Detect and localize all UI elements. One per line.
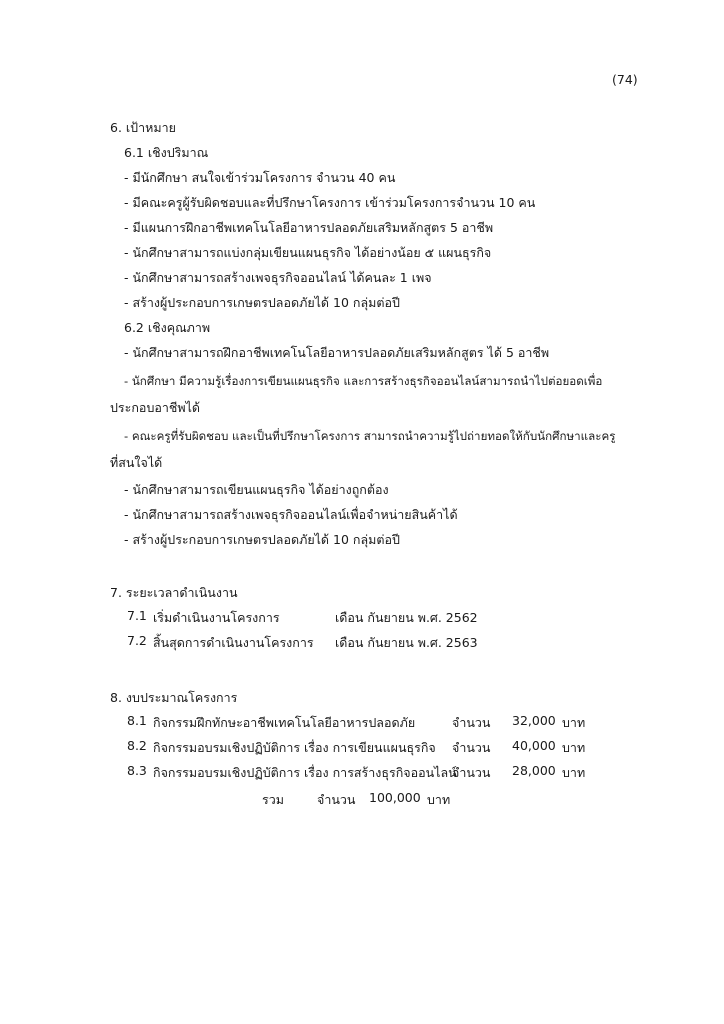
budget-total-qty-label: จำนวน bbox=[317, 792, 356, 807]
quality-item: - คณะครูที่รับผิดชอบ และเป็นที่ปรึกษาโครงการ สามารถนำความรู้ไปถ่ายทอดให้กับนักศึกษาและครู bbox=[124, 429, 616, 443]
schedule-row-label: สิ้นสุดการดำเนินงานโครงการ bbox=[153, 635, 314, 650]
quantity-item: - มีนักศึกษา สนใจเข้าร่วมโครงการ จำนวน 40 คน bbox=[124, 170, 396, 185]
quantity-item: - มีคณะครูผู้รับผิดชอบและที่ปรึกษาโครงการ เข้าร่วมโครงการจำนวน 10 คน bbox=[124, 195, 536, 210]
quality-heading: 6.2 เชิงคุณภาพ bbox=[124, 320, 211, 335]
budget-row-unit: บาท bbox=[562, 765, 586, 780]
schedule-row-number: 7.2 bbox=[127, 633, 147, 648]
budget-row-label: กิจกรรมอบรมเชิงปฏิบัติการ เรื่อง การเขียนแผนธุรกิจ bbox=[153, 740, 436, 755]
budget-total-amount: 100,000 bbox=[369, 790, 421, 805]
budget-row-qty-label: จำนวน bbox=[452, 715, 491, 730]
quantity-item: - นักศึกษาสามารถสร้างเพจธุรกิจออนไลน์ ได้คนละ 1 เพจ bbox=[124, 270, 432, 285]
quality-item: - นักศึกษา มีความรู้เรื่องการเขียนแผนธุรกิจ และการสร้างธุรกิจออนไลน์สามารถนำไปต่อยอดเพื่อ bbox=[124, 374, 603, 388]
quantity-item: - มีแผนการฝึกอาชีพเทคโนโลยีอาหารปลอดภัยเสริมหลักสูตร 5 อาชีพ bbox=[124, 220, 494, 235]
budget-row-unit: บาท bbox=[562, 715, 586, 730]
quality-item-continuation: ที่สนใจได้ bbox=[110, 455, 163, 470]
budget-row-amount: 32,000 bbox=[512, 713, 556, 728]
quality-item: - นักศึกษาสามารถเขียนแผนธุรกิจ ได้อย่างถูกต้อง bbox=[124, 482, 389, 497]
budget-row-amount: 28,000 bbox=[512, 763, 556, 778]
budget-row-label: กิจกรรมอบรมเชิงปฏิบัติการ เรื่อง การสร้างธุรกิจออนไลน์ bbox=[153, 765, 457, 780]
budget-total-label: รวม bbox=[262, 792, 284, 807]
quality-item: - นักศึกษาสามารถสร้างเพจธุรกิจออนไลน์เพื่อจำหน่ายสินค้าได้ bbox=[124, 507, 458, 522]
budget-row-number: 8.2 bbox=[127, 738, 147, 753]
schedule-row-number: 7.1 bbox=[127, 608, 147, 623]
schedule-row-date: เดือน กันยายน พ.ศ. 2563 bbox=[335, 635, 478, 650]
schedule-row-label: เริ่มดำเนินงานโครงการ bbox=[153, 610, 280, 625]
budget-row-unit: บาท bbox=[562, 740, 586, 755]
quality-item: - นักศึกษาสามารถฝึกอาชีพเทคโนโลยีอาหารปลอดภัยเสริมหลักสูตร ได้ 5 อาชีพ bbox=[124, 345, 550, 360]
goals-heading: 6. เป้าหมาย bbox=[110, 120, 176, 135]
quantity-item: - นักศึกษาสามารถแบ่งกลุ่มเขียนแผนธุรกิจ ได้อย่างน้อย ๕ แผนธุรกิจ bbox=[124, 245, 492, 260]
quality-item-continuation: ประกอบอาชีพได้ bbox=[110, 400, 201, 415]
budget-row-amount: 40,000 bbox=[512, 738, 556, 753]
budget-total-unit: บาท bbox=[427, 792, 451, 807]
page-number: (74) bbox=[612, 72, 638, 87]
budget-heading: 8. งบประมาณโครงการ bbox=[110, 690, 238, 705]
budget-row-label: กิจกรรมฝึกทักษะอาชีพเทคโนโลยีอาหารปลอดภัย bbox=[153, 715, 416, 730]
budget-row-qty-label: จำนวน bbox=[452, 765, 491, 780]
budget-row-number: 8.1 bbox=[127, 713, 147, 728]
budget-row-number: 8.3 bbox=[127, 763, 147, 778]
budget-row-qty-label: จำนวน bbox=[452, 740, 491, 755]
quantity-heading: 6.1 เชิงปริมาณ bbox=[124, 145, 209, 160]
schedule-heading: 7. ระยะเวลาดำเนินงาน bbox=[110, 585, 238, 600]
quantity-item: - สร้างผู้ประกอบการเกษตรปลอดภัยได้ 10 กลุ่มต่อปี bbox=[124, 295, 400, 310]
schedule-row-date: เดือน กันยายน พ.ศ. 2562 bbox=[335, 610, 478, 625]
quality-item: - สร้างผู้ประกอบการเกษตรปลอดภัยได้ 10 กลุ่มต่อปี bbox=[124, 532, 400, 547]
